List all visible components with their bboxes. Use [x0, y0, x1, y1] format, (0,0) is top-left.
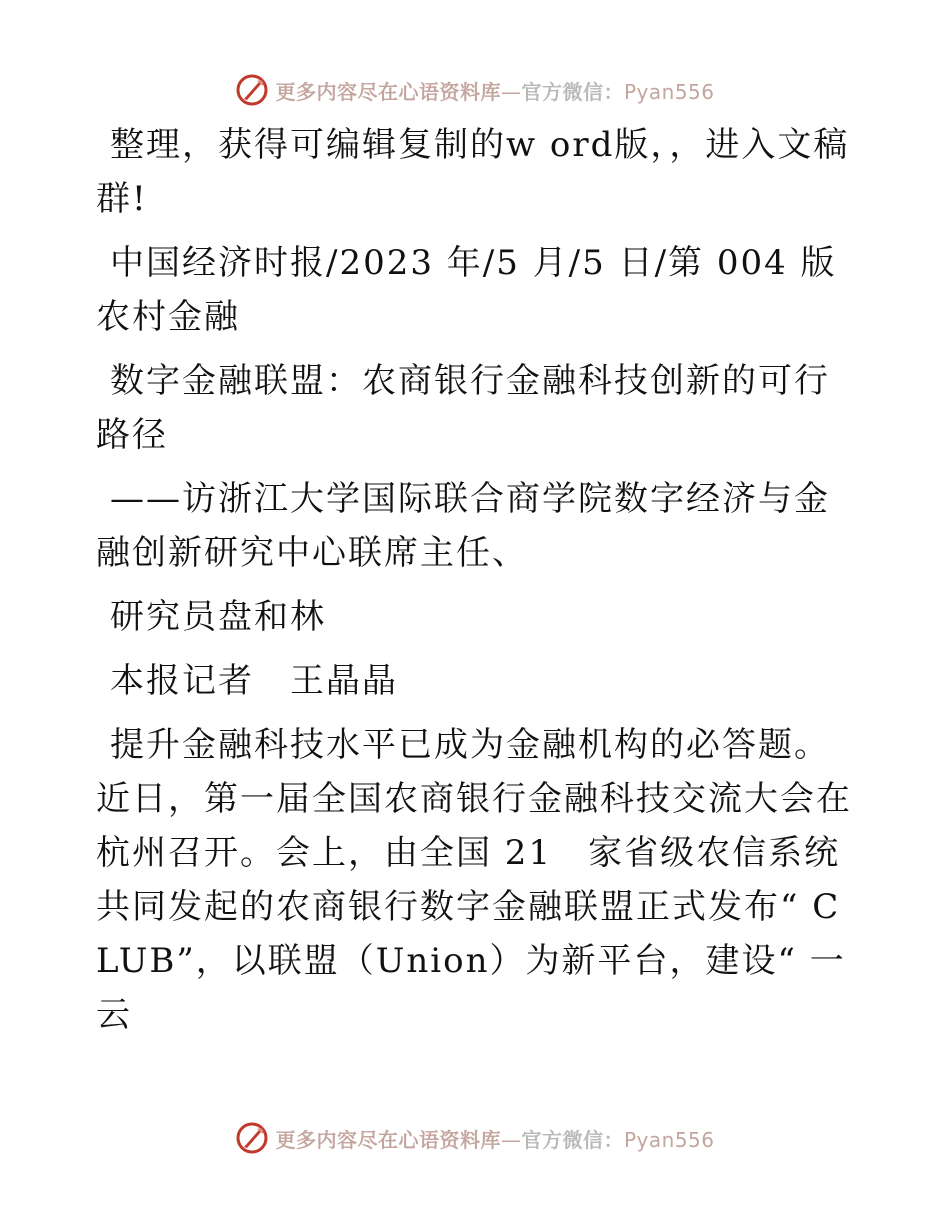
watermark-text — [275, 76, 714, 105]
watermark-dash: — — [500, 1127, 522, 1152]
watermark-text — [275, 1124, 714, 1153]
watermark-sub-text: 官方微信： — [521, 1127, 624, 1152]
document-body — [96, 118, 852, 1052]
intro-note: 整理，获得可编辑复制的w ord版，，进入文稿群! — [96, 125, 850, 219]
interviewee-line: 研究员盘和林 — [110, 597, 326, 637]
watermark-wechat-id: Pyan556 — [623, 79, 715, 104]
watermark-wechat-id: Pyan556 — [623, 1127, 715, 1152]
source-line: 中国经济时报/2023 年/5 月/5 日/第 004 版农村金融 — [96, 243, 837, 337]
article-subtitle: ——访浙江大学国际联合商学院数字经济与金融创新研究中心联席主任、 — [96, 479, 830, 573]
reporter-byline: 本报记者 王晶晶 — [110, 661, 398, 701]
article-title: 数字金融联盟：农商银行金融科技创新的可行路径 — [96, 361, 830, 455]
watermark-group — [235, 73, 714, 107]
watermark-group — [235, 1121, 714, 1155]
body-paragraph: 提升金融科技水平已成为金融机构的必答题。近日，第一届全国农商银行金融科技交流大会在杭州召开。会上，由全国 21 家省级农信系统共同发起的农商银行数字金融联盟正式发布“ CLUB”，以联盟（Union）为新平台，建设“ 一云 — [96, 725, 852, 1035]
watermark-dash: — — [500, 79, 522, 104]
header-watermark-banner — [0, 70, 950, 110]
watermark-main-text: 更多内容尽在心语资料库 — [275, 79, 501, 104]
watermark-main-text: 更多内容尽在心语资料库 — [275, 1127, 501, 1152]
quill-logo-icon — [235, 73, 269, 107]
quill-logo-icon — [235, 1121, 269, 1155]
footer-watermark-banner — [0, 1118, 950, 1158]
watermark-sub-text: 官方微信： — [521, 79, 624, 104]
